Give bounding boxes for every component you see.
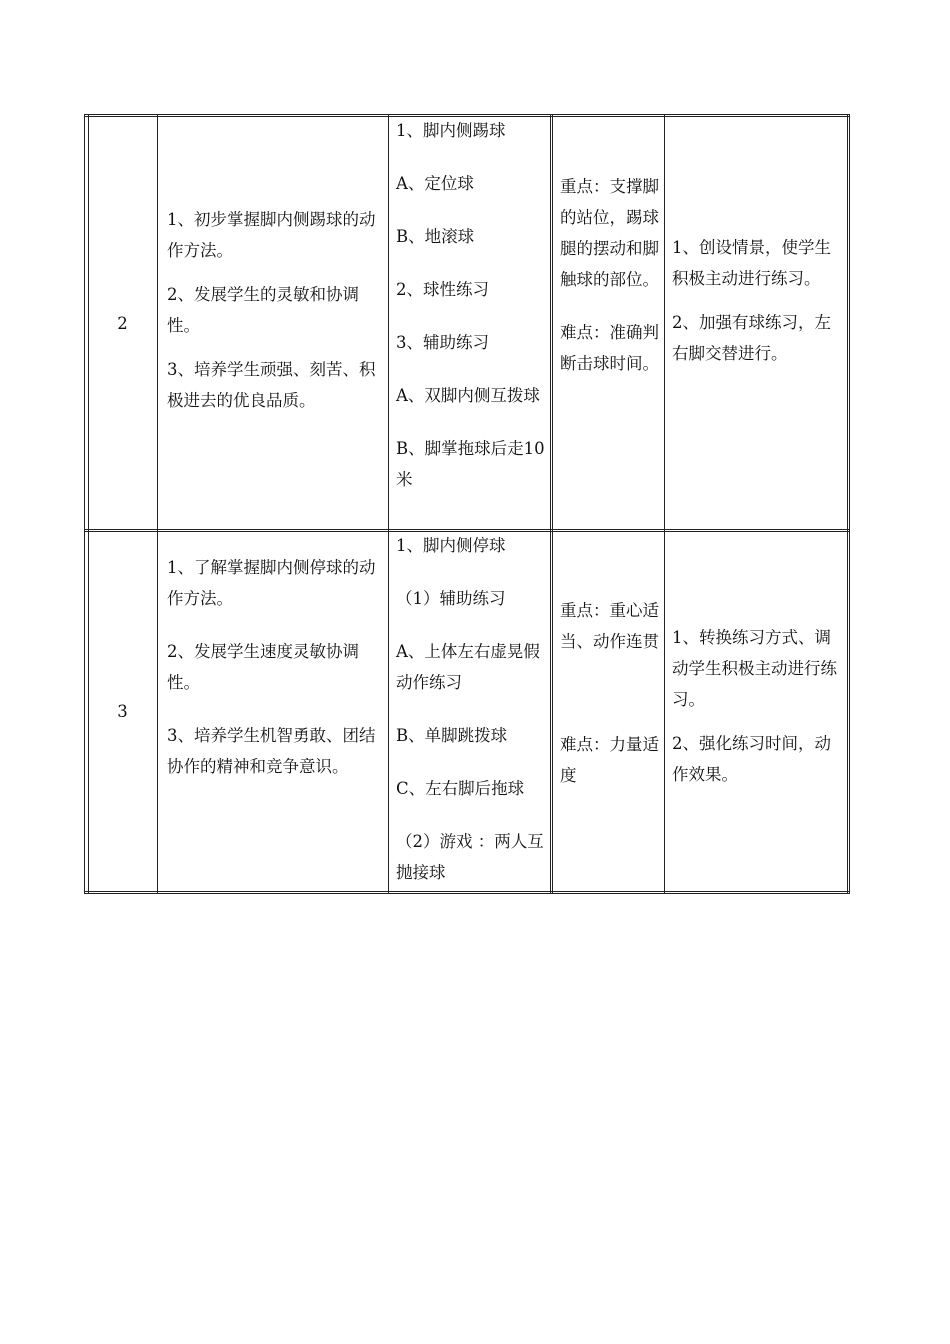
content-item: B、脚掌拖球后走10米 xyxy=(396,439,545,489)
column-divider xyxy=(664,114,665,894)
content-item: （2）游戏 ：两人互抛接球 xyxy=(396,832,544,882)
methods-cell xyxy=(672,232,840,369)
objective-item: 2、发展学生的灵敏和协调性。 xyxy=(167,285,359,335)
method-item: 2、加强有球练习，左右脚交替进行。 xyxy=(672,313,831,363)
column-divider xyxy=(552,114,553,894)
content-item: A、上体左右虚晃假动作练习 xyxy=(396,642,540,692)
lesson-table xyxy=(84,114,850,894)
table-border-right xyxy=(849,114,850,894)
row-number: 3 xyxy=(117,702,128,721)
table-border-bottom xyxy=(84,893,850,894)
content-item: A、双脚内侧互拨球 xyxy=(396,386,540,405)
method-item: 1、转换练习方式、调动学生积极主动进行练习。 xyxy=(672,628,837,709)
method-item: 1、创设情景，使学生积极主动进行练习。 xyxy=(672,238,831,288)
column-divider xyxy=(550,114,551,894)
objective-item: 2、发展学生速度灵敏协调性。 xyxy=(167,642,359,692)
content-item: 1、脚内侧停球 xyxy=(396,536,506,555)
content-item: 3、辅助练习 xyxy=(396,333,489,352)
table-border-bottom-inner xyxy=(84,891,850,892)
objective-item: 3、培养学生顽强、刻苦、积极进去的优良品质。 xyxy=(167,360,376,410)
table-border-right-inner xyxy=(847,114,848,894)
column-divider xyxy=(157,114,158,894)
content-item: B、单脚跳拨球 xyxy=(396,726,508,745)
content-item: B、地滚球 xyxy=(396,227,475,246)
content-item: 1、脚内侧踢球 xyxy=(396,121,506,140)
content-item: C、左右脚后拖球 xyxy=(396,779,525,798)
row-number: 2 xyxy=(117,314,128,333)
keypoint-item: 重点：重心适当、动作连贯 xyxy=(560,601,659,651)
table-border-left-inner xyxy=(88,114,89,894)
keypoint-item: 难点：准确判断击球时间。 xyxy=(560,323,659,373)
content-item: A、定位球 xyxy=(396,174,474,193)
methods-cell xyxy=(672,622,840,790)
column-divider xyxy=(388,114,389,894)
keypoints-cell xyxy=(560,595,660,791)
objective-item: 3、培养学生机智勇敢、团结协作的精神和竞争意识。 xyxy=(167,726,376,776)
objective-item: 1、了解掌握脚内侧停球的动作方法。 xyxy=(167,558,376,608)
keypoint-item: 难点：力量适度 xyxy=(560,735,659,785)
content-item: 2、球性练习 xyxy=(396,280,489,299)
content-cell xyxy=(396,115,546,495)
content-item: （1）辅助练习 xyxy=(396,589,506,608)
content-cell xyxy=(396,530,546,888)
keypoints-cell xyxy=(560,171,660,379)
table-border-left xyxy=(84,114,85,894)
objective-item: 1、初步掌握脚内侧踢球的动作方法。 xyxy=(167,210,376,260)
method-item: 2、强化练习时间，动作效果。 xyxy=(672,734,831,784)
keypoint-item: 重点：支撑脚的站位，踢球腿的摆动和脚触球的部位。 xyxy=(560,177,659,289)
objectives-cell xyxy=(167,204,382,416)
objectives-cell xyxy=(167,552,382,782)
